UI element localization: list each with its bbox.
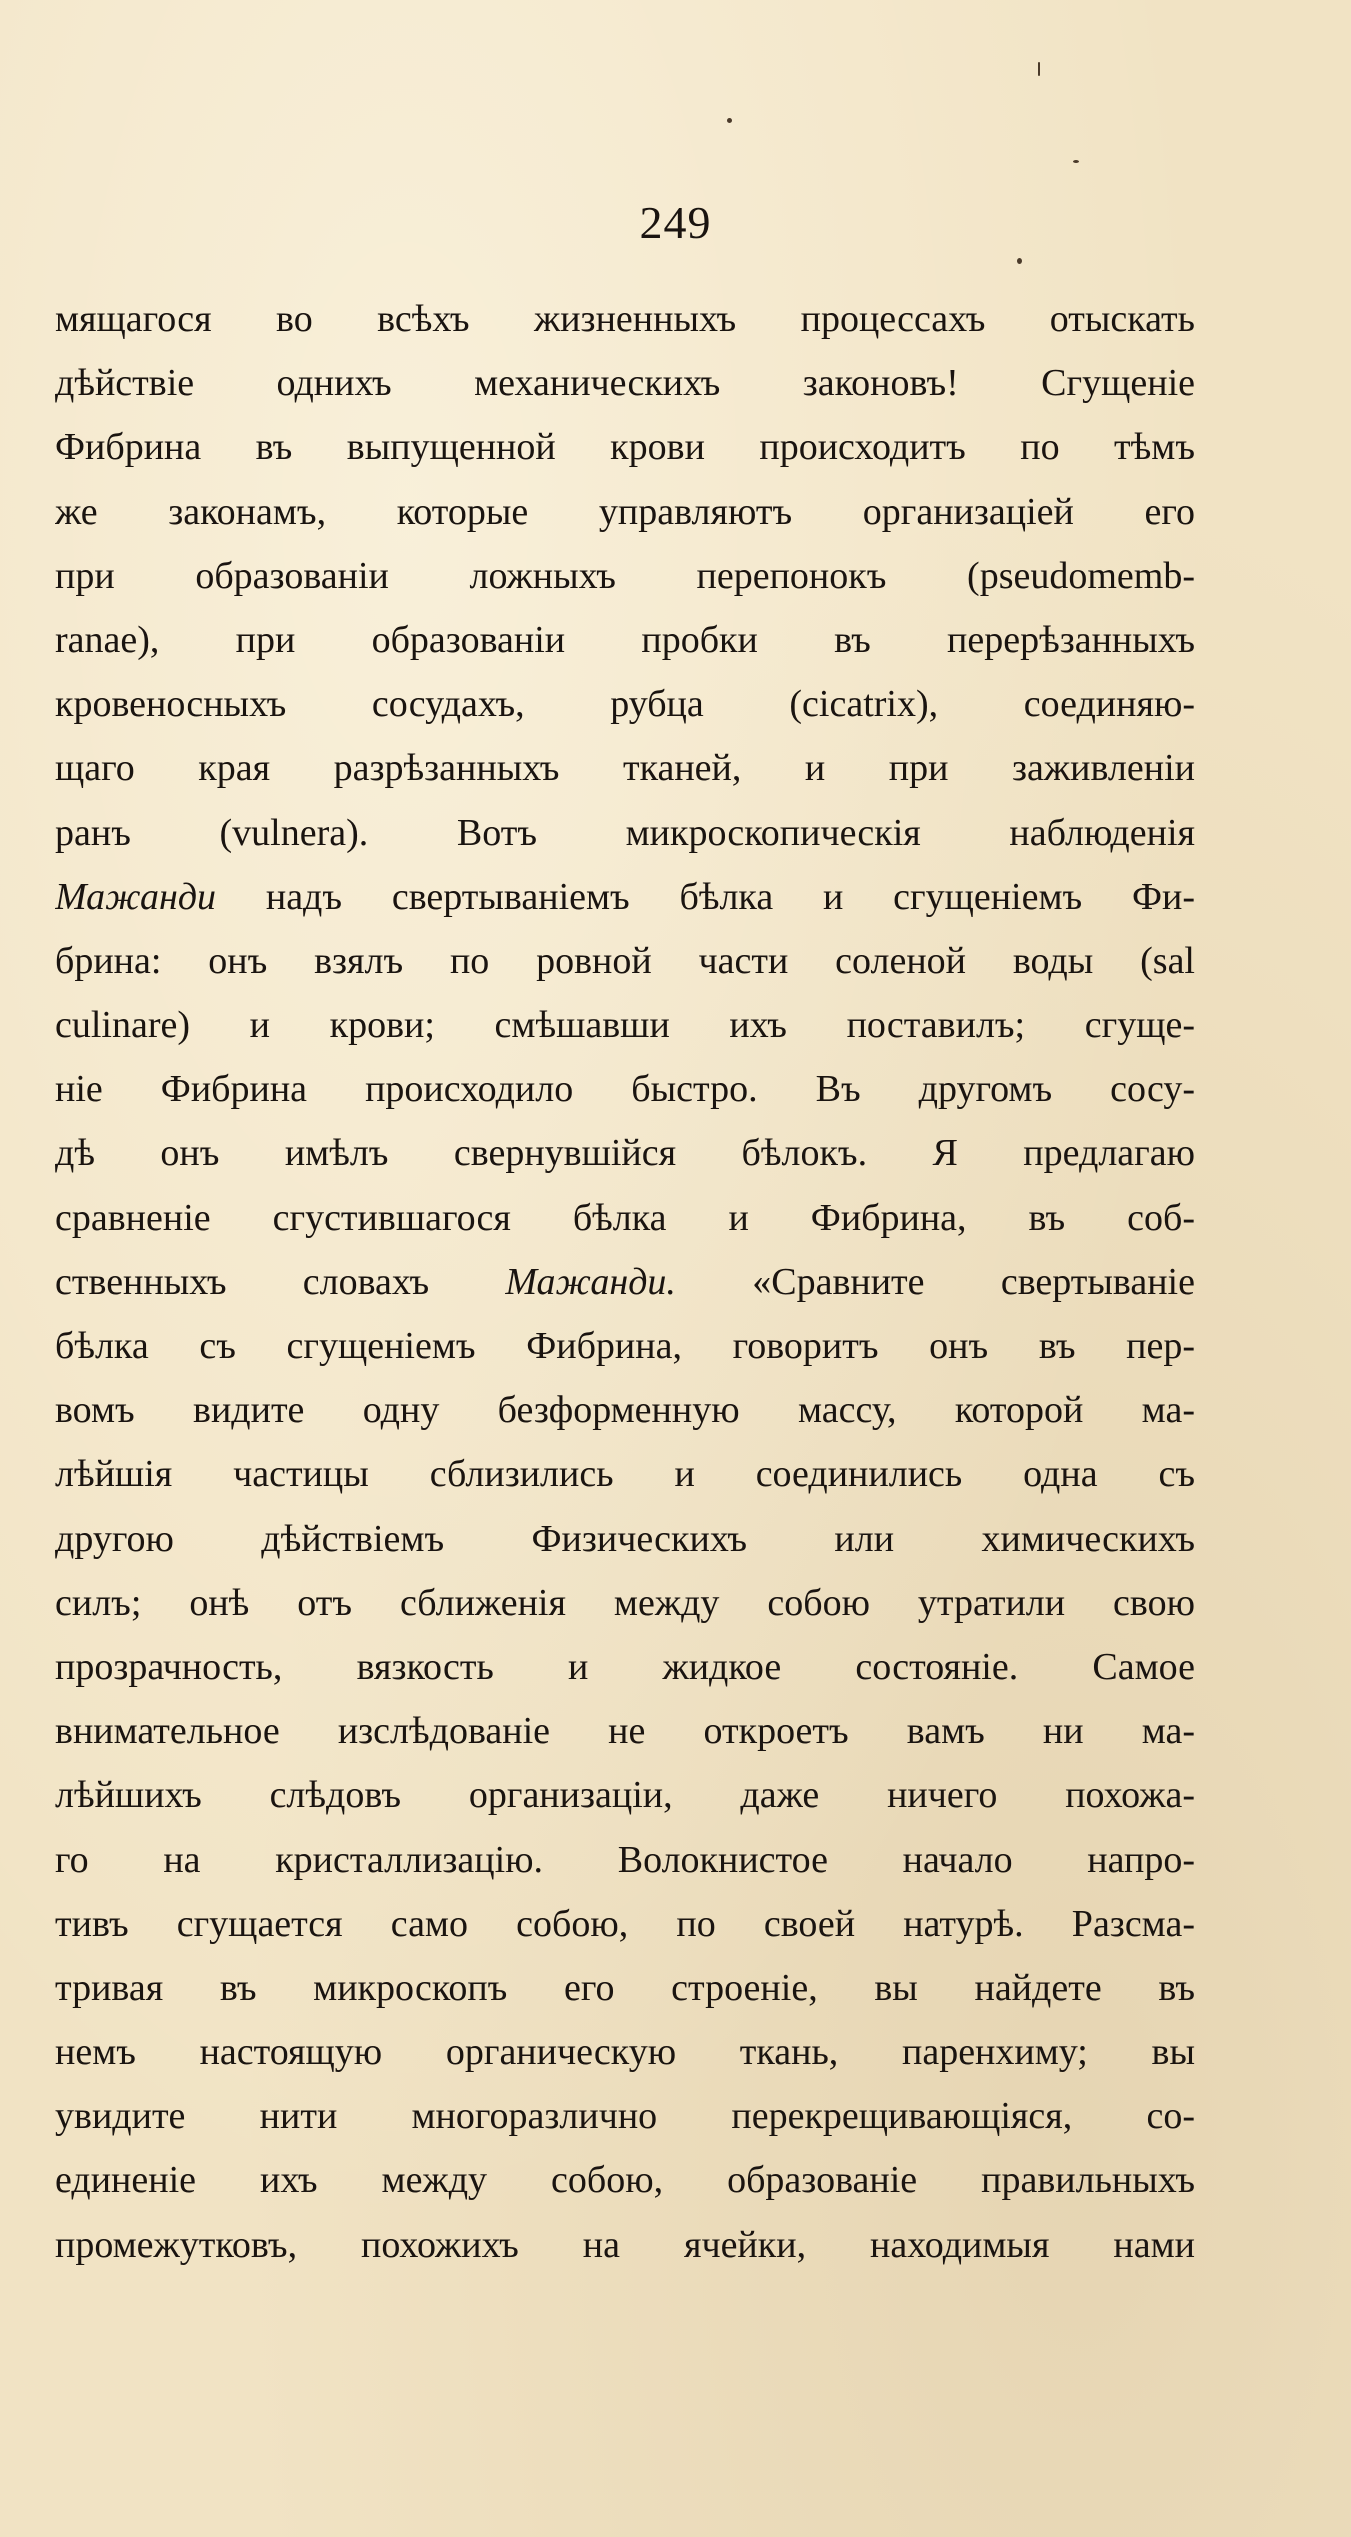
- text-line: [55, 865, 1195, 929]
- text-line: [55, 2213, 1195, 2277]
- text-segment: сравненіе сгустившагося бѣлка и Фибрина, въ соб-: [55, 1196, 1195, 1239]
- text-segment: culinare) и крови; смѣшавши ихъ поставилъ; сгуще-: [55, 1004, 1195, 1047]
- text-segment: дѣйствіе однихъ механическихъ законовъ! Сгущеніе: [55, 362, 1195, 405]
- text-segment: ніе Фибрина происходило быстро. Въ другомъ сосу-: [55, 1068, 1195, 1111]
- text-line: [55, 1956, 1195, 2020]
- text-segment: ranae), при образованіи пробки въ перерѣзанныхъ: [55, 618, 1195, 661]
- text-segment: тивъ сгущается само собою, по своей натурѣ. Разсма-: [55, 1902, 1195, 1945]
- text-line: [55, 1250, 1195, 1314]
- italic-name: Мажанди.: [505, 1260, 676, 1303]
- text-segment: го на кристаллизацію. Волокнистое начало напро-: [55, 1838, 1195, 1881]
- text-line: [55, 1442, 1195, 1506]
- text-segment: единеніе ихъ между собою, образованіе правильныхъ: [55, 2159, 1195, 2202]
- text-segment: увидите нити многоразлично перекрещивающіяся, со-: [55, 2095, 1195, 2138]
- text-line: [55, 929, 1195, 993]
- text-line: [55, 672, 1195, 736]
- text-line: [55, 801, 1195, 865]
- text-line: [55, 351, 1195, 415]
- text-line: [55, 1507, 1195, 1571]
- text-line: [55, 544, 1195, 608]
- text-segment: надъ свертываніемъ бѣлка и сгущеніемъ Фи-: [216, 875, 1195, 918]
- text-line: [55, 1763, 1195, 1827]
- text-segment: брина: онъ взялъ по ровной части соленой воды (sal: [55, 939, 1195, 982]
- text-segment: щаго края разрѣзанныхъ тканей, и при заживленіи: [55, 747, 1195, 790]
- text-segment: вомъ видите одну безформенную массу, которой ма-: [55, 1389, 1195, 1432]
- text-segment: бѣлка съ сгущеніемъ Фибрина, говоритъ онъ въ пер-: [55, 1325, 1195, 1367]
- text-segment: мящагося во всѣхъ жизненныхъ процессахъ отыскать: [55, 298, 1195, 340]
- text-segment: прозрачность, вязкость и жидкое состояніе. Самое: [55, 1645, 1195, 1688]
- text-segment: «Сравните свертываніе: [675, 1260, 1195, 1303]
- text-line: [55, 1892, 1195, 1956]
- text-line: [55, 1378, 1195, 1442]
- text-segment: силъ; онѣ отъ сближенія между собою утратили свою: [55, 1581, 1195, 1624]
- text-segment: Фибрина въ выпущенной крови происходитъ по тѣмъ: [55, 426, 1195, 469]
- text-line: [55, 2084, 1195, 2148]
- text-segment: при образованіи ложныхъ перепонокъ (pseudomemb-: [55, 554, 1195, 597]
- paper-speck: [1038, 62, 1040, 76]
- text-segment: ранъ (vulnera). Вотъ микроскопическія наблюденія: [55, 811, 1195, 854]
- body-text: [55, 287, 1195, 2277]
- text-segment: дѣ онъ имѣлъ свернувшійся бѣлокъ. Я предлагаю: [55, 1132, 1195, 1175]
- text-line: [55, 415, 1195, 479]
- text-line: [55, 2020, 1195, 2084]
- text-segment: же законамъ, которые управляютъ организацiей его: [55, 490, 1195, 533]
- text-segment: другою дѣйствіемъ Физическихъ или химическихъ: [55, 1517, 1195, 1560]
- text-line: [55, 287, 1195, 351]
- text-line: [55, 1121, 1195, 1185]
- text-segment: промежутковъ, похожихъ на ячейки, находимыя нами: [55, 2223, 1195, 2266]
- text-segment: кровеносныхъ сосудахъ, рубца (cicatrix), соединяю-: [55, 683, 1195, 726]
- text-segment: лѣйшія частицы сблизились и соединились одна съ: [55, 1453, 1195, 1496]
- text-line: [55, 1635, 1195, 1699]
- paper-speck: [1017, 258, 1022, 264]
- text-segment: лѣйшихъ слѣдовъ организаціи, даже ничего похожа-: [55, 1774, 1195, 1817]
- text-line: [55, 1186, 1195, 1250]
- text-line: [55, 480, 1195, 544]
- text-line: [55, 1699, 1195, 1763]
- text-line: [55, 736, 1195, 800]
- text-segment: ственныхъ словахъ: [55, 1260, 506, 1303]
- text-line: [55, 1828, 1195, 1892]
- italic-name: Мажанди: [55, 875, 217, 918]
- page-number: 249: [639, 197, 712, 248]
- text-segment: внимательное изслѣдованіе не откроетъ вамъ ни ма-: [55, 1710, 1195, 1753]
- text-line: [55, 608, 1195, 672]
- text-segment: тривая въ микроскопъ его строеніе, вы найдете въ: [55, 1966, 1195, 2009]
- paper-speck: [1073, 160, 1079, 163]
- text-segment: немъ настоящую органическую ткань, паренхиму; вы: [55, 2031, 1195, 2074]
- text-line: [55, 993, 1195, 1057]
- text-line: [55, 1571, 1195, 1635]
- paper-speck: [727, 118, 732, 123]
- text-line: [55, 2148, 1195, 2212]
- text-line: [55, 1314, 1195, 1378]
- text-line: [55, 1057, 1195, 1121]
